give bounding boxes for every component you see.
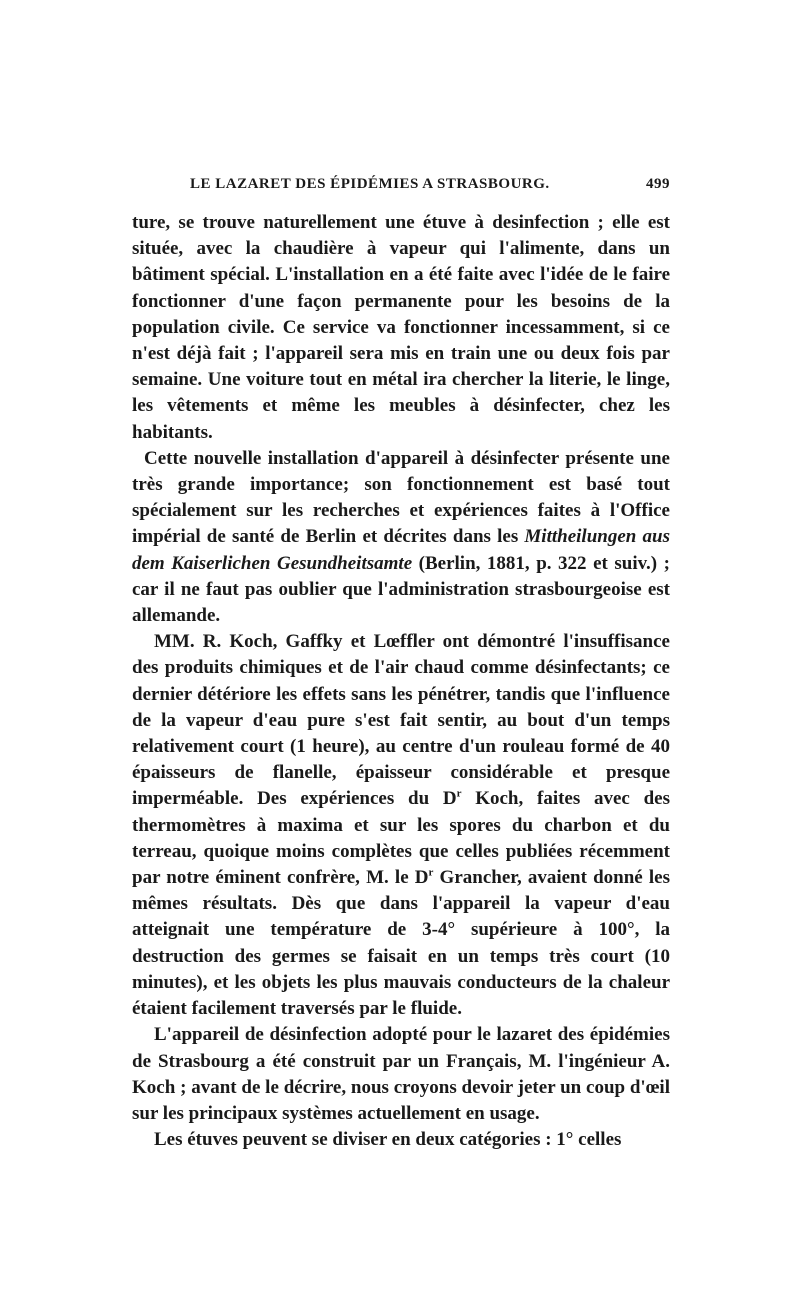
paragraph-2-text-a: Cette nouvelle installation d'appareil à désinfecter présente une très grande importance; son fonctionnement est basé tout spécialement sur les recherches et expériences faites à l'Office impérial de santé de Berlin et décrites dans les xyxy=(132,447,670,548)
paragraph-4: L'appareil de désinfection adopté pour le lazaret des épidémies de Strasbourg a été construit par un Français, M. l'ingénieur A. Koch ; avant de le décrire, nous croyons devoir jeter un coup d'œil sur les principaux systèmes actuellement en usage. xyxy=(132,1024,670,1124)
paragraph-3 xyxy=(132,629,670,1022)
paragraph-2 xyxy=(132,446,670,629)
paragraph-3-text-a: MM. R. Koch, Gaffky et Lœffler ont démontré l'insuffisance des produits chimiques et de l'air chaud comme désinfectants; ce dernier détériore les effets sans les pénétrer, tandis que l'influence de la vapeur d'eau pure s'est fait sentir, au bout d'un temps relativement court (1 heure), au centre d'un rouleau formé de 40 épaisseurs de flanelle, épaisseur considérable et presque imperméable. Des expériences du D xyxy=(132,631,670,810)
paragraph-3-text-c: Grancher, avaient donné les mêmes résultats. Dès que dans l'appareil la vapeur d'eau atteignait une température de 3-4° supérieure à 100°, la destruction des germes se faisait en un temps très court (10 minutes), et les objets les plus mauvais conducteurs de la chaleur étaient facilement traversés par le fluide. xyxy=(132,867,670,1020)
paragraph-3-text-b: Koch, faites avec des thermomètres à maxima et sur les spores du charbon et du terreau, quoique moins complètes que celles publiées récemment par notre éminent confrère, M. le D xyxy=(132,788,670,889)
superscript-r-2: r xyxy=(428,866,434,879)
paragraph-1: ture, se trouve naturellement une étuve à desinfection ; elle est située, avec la chaudière à vapeur qui l'alimente, dans un bâtiment spécial. L'installation en a été faite avec l'idée de le faire fonctionner d'une façon permanente pour les besoins de la population civile. Ce service va fonctionner incessamment, si ce n'est déjà fait ; l'appareil sera mis en train une ou deux fois par semaine. Une voiture tout en métal ira chercher la literie, le linge, les vêtements et même les meubles à désinfecter, chez les habitants. xyxy=(132,212,670,443)
superscript-r-1: r xyxy=(456,788,462,801)
running-title: LE LAZARET DES ÉPIDÉMIES A STRASBOURG. xyxy=(190,176,550,192)
journal-title: Mittheilungen aus dem Kaiserlichen Gesundheitsamte xyxy=(132,526,670,574)
paragraph-5: Les étuves peuvent se diviser en deux catégories : 1° celles xyxy=(154,1129,622,1151)
page-number: 499 xyxy=(646,176,670,192)
document-page xyxy=(132,176,670,1153)
running-header xyxy=(132,176,670,198)
body-text xyxy=(132,210,670,1153)
paragraph-2-text-b: (Berlin, 1881, p. 322 et suiv.) ; car il ne faut pas oublier que l'administration strasbourgeoise est allemande. xyxy=(132,552,670,627)
